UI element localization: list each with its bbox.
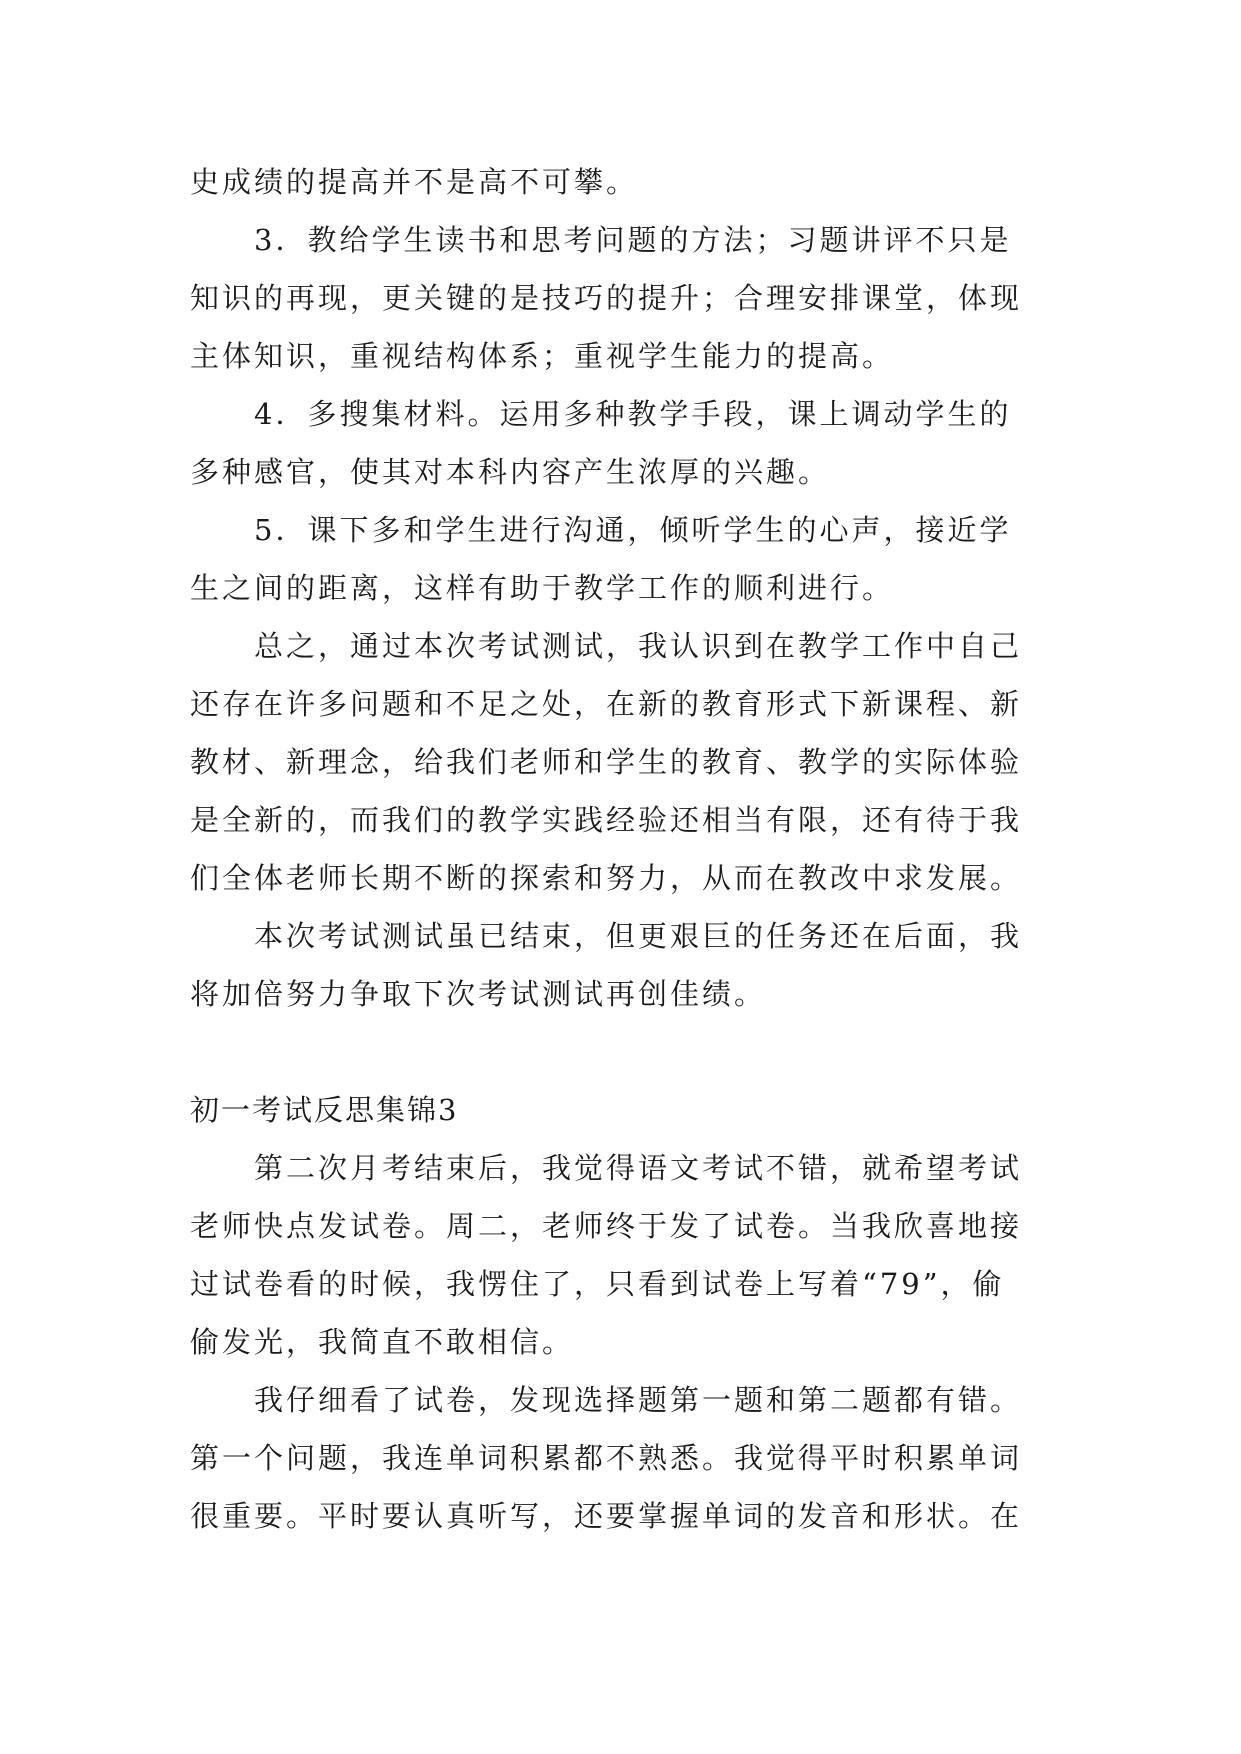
text-line: 知识的再现，更关键的是技巧的提升；合理安排课堂，体现 bbox=[190, 281, 1023, 315]
text-line: 本次考试测试虽已结束，但更艰巨的任务还在后面，我 bbox=[254, 919, 1023, 953]
text-line: 生之间的距离，这样有助于教学工作的顺利进行。 bbox=[190, 571, 895, 605]
text-line: 第二次月考结束后，我觉得语文考试不错，就希望考试 bbox=[254, 1151, 1023, 1185]
section-heading: 初一考试反思集锦3 bbox=[190, 1093, 459, 1127]
text-line: 4．多搜集材料。运用多种教学手段，课上调动学生的 bbox=[254, 397, 1012, 431]
text-line: 过试卷看的时候，我愣住了，只看到试卷上写着“79”，偷 bbox=[190, 1267, 1005, 1301]
text-line: 是全新的，而我们的教学实践经验还相当有限，还有待于我 bbox=[190, 803, 1023, 837]
text-line: 偷发光，我简直不敢相信。 bbox=[190, 1325, 575, 1359]
paragraph-gap bbox=[190, 1023, 1060, 1081]
text-line: 主体知识，重视结构体系；重视学生能力的提高。 bbox=[190, 339, 895, 373]
text-line: 3．教给学生读书和思考问题的方法；习题讲评不只是 bbox=[254, 223, 1012, 257]
text-line: 教材、新理念，给我们老师和学生的教育、教学的实际体验 bbox=[190, 745, 1023, 779]
text-line: 将加倍努力争取下次考试测试再创佳绩。 bbox=[190, 977, 767, 1011]
text-line: 老师快点发试卷。周二，老师终于发了试卷。当我欣喜地接 bbox=[190, 1209, 1023, 1243]
text-line: 多种感官，使其对本科内容产生浓厚的兴趣。 bbox=[190, 455, 831, 489]
text-line: 们全体老师长期不断的探索和努力，从而在教改中求发展。 bbox=[190, 861, 1023, 895]
text-line: 还存在许多问题和不足之处，在新的教育形式下新课程、新 bbox=[190, 687, 1023, 721]
text-line: 我仔细看了试卷，发现选择题第一题和第二题都有错。 bbox=[254, 1383, 1023, 1417]
document-body bbox=[190, 153, 1060, 1545]
text-line: 史成绩的提高并不是高不可攀。 bbox=[190, 165, 639, 199]
text-line: 总之，通过本次考试测试，我认识到在教学工作中自己 bbox=[254, 629, 1023, 663]
text-line: 很重要。平时要认真听写，还要掌握单词的发音和形状。在 bbox=[190, 1499, 1023, 1533]
text-line: 5．课下多和学生进行沟通，倾听学生的心声，接近学 bbox=[254, 513, 1012, 547]
text-line: 第一个问题，我连单词积累都不熟悉。我觉得平时积累单词 bbox=[190, 1441, 1023, 1475]
